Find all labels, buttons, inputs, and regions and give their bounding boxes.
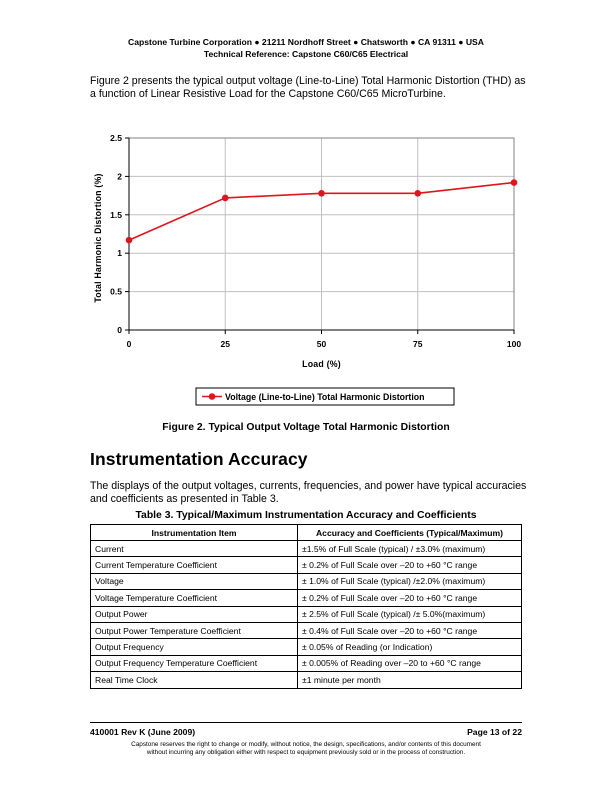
accuracy-table [90, 524, 522, 689]
x-axis-label: Load (%) [302, 359, 341, 369]
legend-label: Voltage (Line-to-Line) Total Harmonic Distortion [225, 392, 425, 402]
table-cell-accuracy: ± 0.005% of Reading over –20 to +60 °C range [298, 655, 522, 671]
y-tick-label: 0.5 [110, 286, 122, 297]
y-tick-label: 1.5 [110, 209, 122, 220]
table-cell-accuracy: ± 2.5% of Full Scale (typical) /± 5.0%(maximum) [298, 606, 522, 622]
footer-disclaimer-line2: without incurring any obligation either with respect to equipment previously sold or in the process of construction. [146, 749, 466, 756]
section-title: Instrumentation Accuracy [90, 449, 308, 469]
y-tick-label: 0 [117, 325, 122, 335]
table-cell-accuracy: ± 0.2% of Full Scale over –20 to +60 °C range [298, 557, 522, 573]
y-tick-label: 2.5 [110, 133, 122, 143]
y-tick-label: 1 [117, 248, 122, 259]
table-cell-item: Current [91, 541, 298, 557]
table-cell-item: Voltage Temperature Coefficient [91, 590, 298, 606]
y-tick-label: 2 [117, 171, 122, 182]
table-cell-accuracy: ± 0.2% of Full Scale over –20 to +60 °C range [298, 590, 522, 606]
x-tick-label: 75 [413, 339, 423, 349]
legend-marker [209, 393, 216, 400]
data-point [511, 179, 518, 186]
table-cell-item: Current Temperature Coefficient [91, 557, 298, 573]
x-tick-label: 0 [126, 339, 132, 349]
header-reference-line: Technical Reference: Capstone C60/C65 Electrical [203, 49, 409, 59]
figure-caption: Figure 2. Typical Output Voltage Total Harmonic Distortion [162, 422, 450, 433]
table-cell-item: Output Frequency Temperature Coefficient [91, 655, 298, 671]
table-cell-accuracy: ±1 minute per month [298, 672, 522, 688]
footer-disclaimer [90, 741, 522, 757]
table-row [91, 557, 522, 573]
table-row [91, 606, 522, 622]
table-cell-accuracy: ±1.5% of Full Scale (typical) / ±3.0% (maximum) [298, 541, 522, 557]
table-row [91, 622, 522, 638]
table-caption: Table 3. Typical/Maximum Instrumentation Accuracy and Coefficients [135, 510, 477, 521]
data-point [222, 195, 229, 202]
data-point [414, 190, 421, 197]
table-row [91, 590, 522, 606]
table-cell-accuracy: ± 1.0% of Full Scale (typical) /±2.0% (maximum) [298, 573, 522, 589]
intro-paragraph: Figure 2 presents the typical output voltage (Line-to-Line) Total Harmonic Distortion (THD) as a function of Linear Resistive Load for the Capstone C60/C65 MicroTurbine. [90, 75, 526, 100]
table-cell-item: Output Power [91, 606, 298, 622]
x-tick-label: 50 [316, 339, 327, 349]
table-cell-accuracy: ± 0.05% of Reading (or Indication) [298, 639, 522, 655]
footer-disclaimer-line1: Capstone reserves the right to change or modify, without notice, the design, specifications, and/or contents of this document [131, 741, 481, 748]
table-row [91, 655, 522, 671]
table-cell-item: Voltage [91, 573, 298, 589]
data-point [318, 190, 325, 197]
table-cell-item: Output Frequency [91, 639, 298, 655]
table-cell-item: Real Time Clock [91, 672, 298, 688]
y-axis-label: Total Harmonic Distortion (%) [93, 173, 103, 303]
x-tick-label: 25 [220, 339, 230, 349]
footer-page-number: Page 13 of 22 [467, 727, 522, 737]
table-header-row [91, 525, 522, 541]
footer-divider [90, 722, 522, 723]
table-row [91, 639, 522, 655]
table-row [91, 541, 522, 557]
table-row [91, 573, 522, 589]
x-tick-label: 100 [506, 339, 522, 349]
table-header-accuracy: Accuracy and Coefficients (Typical/Maximum) [298, 525, 522, 541]
table-cell-item: Output Power Temperature Coefficient [91, 622, 298, 638]
table-header-item: Instrumentation Item [91, 525, 298, 541]
table-row [91, 672, 522, 688]
section-paragraph: The displays of the output voltages, currents, frequencies, and power have typical accuracies and coefficients as presented in Table 3. [90, 480, 527, 505]
header-company-line: Capstone Turbine Corporation ● 21211 Nordhoff Street ● Chatsworth ● CA 91311 ● USA [128, 37, 484, 47]
footer-doc-id: 410001 Rev K (June 2009) [90, 727, 196, 737]
data-point [126, 237, 133, 244]
table-cell-accuracy: ± 0.4% of Full Scale over –20 to +60 °C range [298, 622, 522, 638]
